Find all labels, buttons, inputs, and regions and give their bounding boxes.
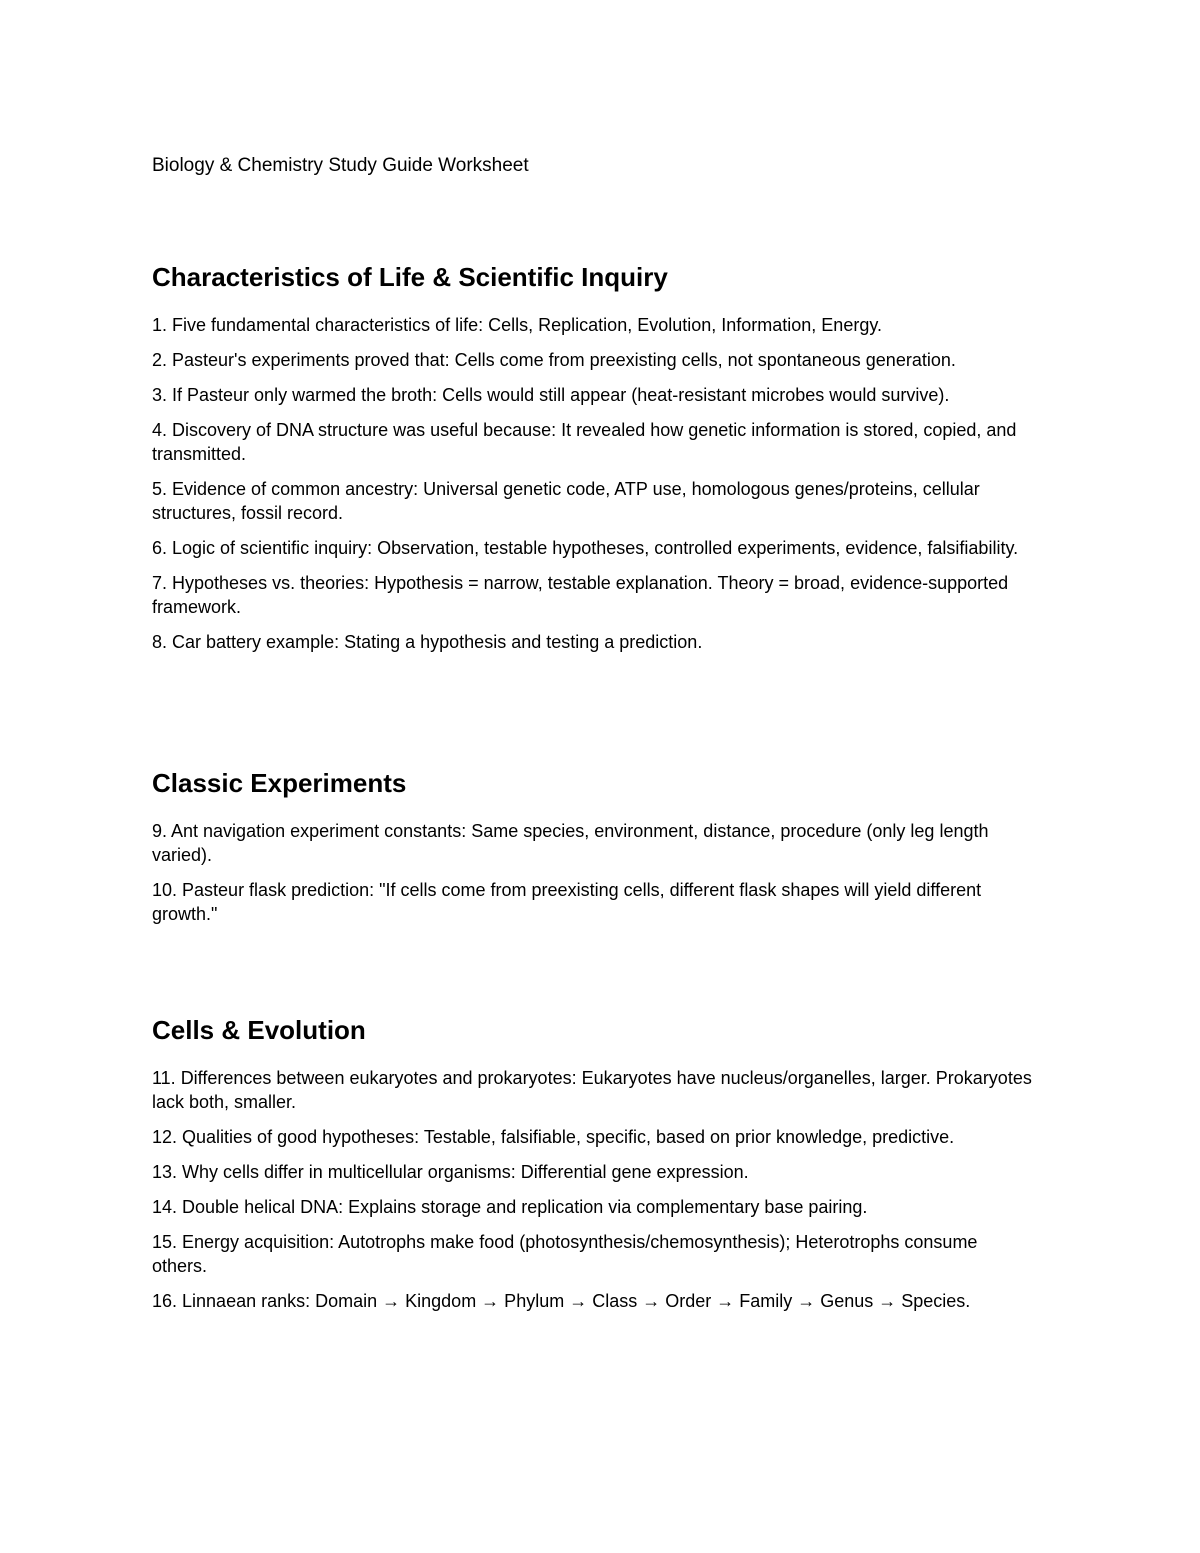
list-item: 3. If Pasteur only warmed the broth: Cells would still appear (heat-resistant microbes would survive).	[152, 385, 950, 405]
section-cells-and-evolution	[152, 1014, 1052, 1324]
list-item: 6. Logic of scientific inquiry: Observation, testable hypotheses, controlled experiments, evidence, falsifiability.	[152, 538, 1019, 558]
list-item: 1. Five fundamental characteristics of life: Cells, Replication, Evolution, Information, Energy.	[152, 315, 883, 335]
section-heading: Cells & Evolution	[152, 1015, 366, 1045]
section-characteristics-of-life	[152, 261, 1052, 665]
list-item: 4. Discovery of DNA structure was useful because: It revealed how genetic information is stored, copied, and transmitted.	[152, 420, 1017, 464]
list-item: 5. Evidence of common ancestry: Universal genetic code, ATP use, homologous genes/proteins, cellular structures, fossil record.	[152, 479, 980, 523]
list-item: 14. Double helical DNA: Explains storage and replication via complementary base pairing.	[152, 1197, 868, 1217]
document-title: Biology & Chemistry Study Guide Worksheet	[152, 155, 529, 176]
list-item: 10. Pasteur flask prediction: "If cells come from preexisting cells, different flask shapes will yield different growth."	[152, 880, 982, 924]
list-item: 8. Car battery example: Stating a hypothesis and testing a prediction.	[152, 632, 703, 652]
section-heading: Characteristics of Life & Scientific Inquiry	[152, 262, 668, 292]
list-item: 2. Pasteur's experiments proved that: Cells come from preexisting cells, not spontaneous generation.	[152, 350, 956, 370]
list-item: 15. Energy acquisition: Autotrophs make food (photosynthesis/chemosynthesis); Heterotrophs consume others.	[152, 1232, 978, 1276]
list-item: 7. Hypotheses vs. theories: Hypothesis = narrow, testable explanation. Theory = broad, evidence-supported framework.	[152, 573, 1009, 617]
list-item: 16. Linnaean ranks: Domain → Kingdom → Phylum → Class → Order → Family → Genus → Species.	[152, 1291, 971, 1311]
list-item: 9. Ant navigation experiment constants: Same species, environment, distance, procedure (only leg length varied).	[152, 821, 989, 865]
list-item: 11. Differences between eukaryotes and prokaryotes: Eukaryotes have nucleus/organelles, larger. Prokaryotes lack both, smaller.	[152, 1068, 1032, 1112]
section-heading: Classic Experiments	[152, 768, 407, 798]
list-item: 12. Qualities of good hypotheses: Testable, falsifiable, specific, based on prior knowledge, predictive.	[152, 1127, 955, 1147]
section-classic-experiments	[152, 767, 1052, 937]
list-item: 13. Why cells differ in multicellular organisms: Differential gene expression.	[152, 1162, 749, 1182]
